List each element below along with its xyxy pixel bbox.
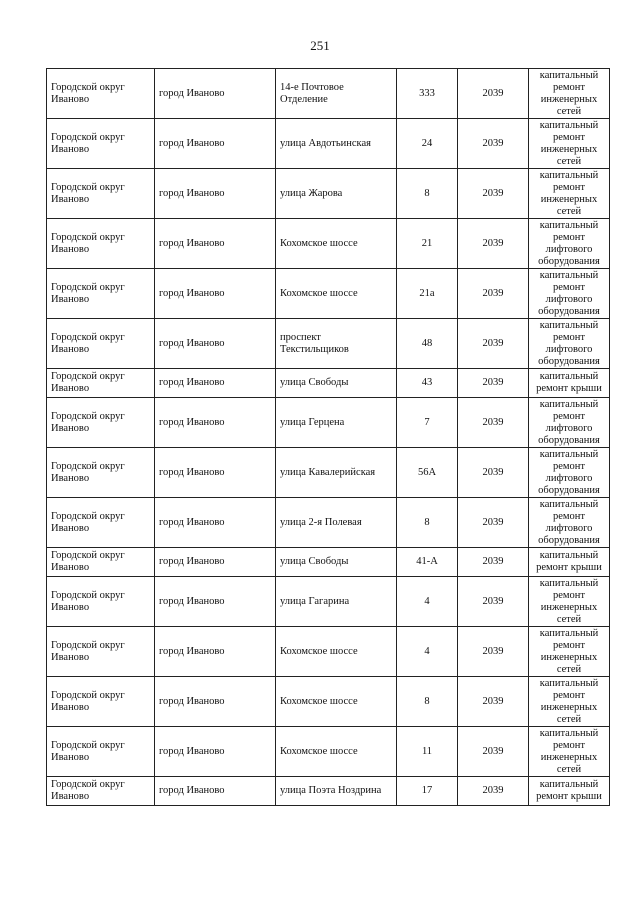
- table-row: [47, 548, 610, 577]
- street-cell: Кохомское шоссе: [276, 727, 397, 777]
- table-row: [47, 319, 610, 369]
- work-type-cell: капитальный ремонт крыши: [529, 369, 610, 398]
- table-row: [47, 498, 610, 548]
- city-cell: город Иваново: [155, 498, 276, 548]
- district-cell: Городской округ Иваново: [47, 498, 155, 548]
- district-cell: Городской округ Иваново: [47, 627, 155, 677]
- year-cell: 2039: [458, 369, 529, 398]
- city-cell: город Иваново: [155, 727, 276, 777]
- district-cell: Городской округ Иваново: [47, 319, 155, 369]
- city-cell: город Иваново: [155, 677, 276, 727]
- district-cell: Городской округ Иваново: [47, 219, 155, 269]
- year-cell: 2039: [458, 269, 529, 319]
- city-cell: город Иваново: [155, 448, 276, 498]
- district-cell: Городской округ Иваново: [47, 269, 155, 319]
- city-cell: город Иваново: [155, 319, 276, 369]
- district-cell: Городской округ Иваново: [47, 398, 155, 448]
- work-type-cell: капитальный ремонт лифтового оборудования: [529, 498, 610, 548]
- year-cell: 2039: [458, 219, 529, 269]
- city-cell: город Иваново: [155, 269, 276, 319]
- street-cell: Кохомское шоссе: [276, 677, 397, 727]
- city-cell: город Иваново: [155, 627, 276, 677]
- work-type-cell: капитальный ремонт инженерных сетей: [529, 119, 610, 169]
- registry-table-body: [47, 69, 610, 806]
- house-cell: 21: [397, 219, 458, 269]
- house-cell: 21а: [397, 269, 458, 319]
- house-cell: 11: [397, 727, 458, 777]
- district-cell: Городской округ Иваново: [47, 169, 155, 219]
- street-cell: улица Авдотьинская: [276, 119, 397, 169]
- work-type-cell: капитальный ремонт лифтового оборудования: [529, 319, 610, 369]
- street-cell: Кохомское шоссе: [276, 269, 397, 319]
- house-cell: 8: [397, 169, 458, 219]
- year-cell: 2039: [458, 448, 529, 498]
- street-cell: улица Герцена: [276, 398, 397, 448]
- street-cell: улица Гагарина: [276, 577, 397, 627]
- house-cell: 8: [397, 677, 458, 727]
- year-cell: 2039: [458, 319, 529, 369]
- street-cell: улица 2-я Полевая: [276, 498, 397, 548]
- district-cell: Городской округ Иваново: [47, 69, 155, 119]
- page-number: 251: [310, 38, 330, 53]
- year-cell: 2039: [458, 119, 529, 169]
- city-cell: город Иваново: [155, 219, 276, 269]
- street-cell: улица Поэта Ноздрина: [276, 777, 397, 806]
- street-cell: улица Свободы: [276, 369, 397, 398]
- table-row: [47, 398, 610, 448]
- table-row: [47, 69, 610, 119]
- city-cell: город Иваново: [155, 69, 276, 119]
- street-cell: улица Кавалерийская: [276, 448, 397, 498]
- year-cell: 2039: [458, 727, 529, 777]
- district-cell: Городской округ Иваново: [47, 448, 155, 498]
- year-cell: 2039: [458, 69, 529, 119]
- city-cell: город Иваново: [155, 577, 276, 627]
- year-cell: 2039: [458, 777, 529, 806]
- city-cell: город Иваново: [155, 398, 276, 448]
- city-cell: город Иваново: [155, 548, 276, 577]
- house-cell: 4: [397, 627, 458, 677]
- table-row: [47, 677, 610, 727]
- year-cell: 2039: [458, 169, 529, 219]
- year-cell: 2039: [458, 577, 529, 627]
- work-type-cell: капитальный ремонт лифтового оборудования: [529, 219, 610, 269]
- city-cell: город Иваново: [155, 777, 276, 806]
- city-cell: город Иваново: [155, 119, 276, 169]
- table-row: [47, 727, 610, 777]
- work-type-cell: капитальный ремонт лифтового оборудования: [529, 269, 610, 319]
- district-cell: Городской округ Иваново: [47, 727, 155, 777]
- table-row: [47, 627, 610, 677]
- work-type-cell: капитальный ремонт инженерных сетей: [529, 627, 610, 677]
- year-cell: 2039: [458, 498, 529, 548]
- house-cell: 56А: [397, 448, 458, 498]
- table-row: [47, 169, 610, 219]
- house-cell: 4: [397, 577, 458, 627]
- district-cell: Городской округ Иваново: [47, 577, 155, 627]
- house-cell: 8: [397, 498, 458, 548]
- street-cell: улица Жарова: [276, 169, 397, 219]
- table-row: [47, 119, 610, 169]
- table-row: [47, 448, 610, 498]
- work-type-cell: капитальный ремонт инженерных сетей: [529, 69, 610, 119]
- district-cell: Городской округ Иваново: [47, 777, 155, 806]
- table-row: [47, 269, 610, 319]
- district-cell: Городской округ Иваново: [47, 119, 155, 169]
- work-type-cell: капитальный ремонт инженерных сетей: [529, 727, 610, 777]
- street-cell: Кохомское шоссе: [276, 219, 397, 269]
- house-cell: 48: [397, 319, 458, 369]
- table-row: [47, 577, 610, 627]
- house-cell: 43: [397, 369, 458, 398]
- street-cell: 14-е Почтовое Отделение: [276, 69, 397, 119]
- work-type-cell: капитальный ремонт крыши: [529, 777, 610, 806]
- house-cell: 333: [397, 69, 458, 119]
- district-cell: Городской округ Иваново: [47, 677, 155, 727]
- district-cell: Городской округ Иваново: [47, 369, 155, 398]
- work-type-cell: капитальный ремонт лифтового оборудования: [529, 398, 610, 448]
- city-cell: город Иваново: [155, 169, 276, 219]
- work-type-cell: капитальный ремонт инженерных сетей: [529, 169, 610, 219]
- house-cell: 24: [397, 119, 458, 169]
- year-cell: 2039: [458, 677, 529, 727]
- work-type-cell: капитальный ремонт инженерных сетей: [529, 677, 610, 727]
- work-type-cell: капитальный ремонт крыши: [529, 548, 610, 577]
- house-cell: 41-А: [397, 548, 458, 577]
- table-row: [47, 369, 610, 398]
- registry-table: [46, 68, 610, 806]
- work-type-cell: капитальный ремонт инженерных сетей: [529, 577, 610, 627]
- year-cell: 2039: [458, 548, 529, 577]
- house-cell: 17: [397, 777, 458, 806]
- work-type-cell: капитальный ремонт лифтового оборудования: [529, 448, 610, 498]
- house-cell: 7: [397, 398, 458, 448]
- district-cell: Городской округ Иваново: [47, 548, 155, 577]
- city-cell: город Иваново: [155, 369, 276, 398]
- year-cell: 2039: [458, 627, 529, 677]
- street-cell: проспект Текстильщиков: [276, 319, 397, 369]
- table-row: [47, 777, 610, 806]
- table-row: [47, 219, 610, 269]
- street-cell: Кохомское шоссе: [276, 627, 397, 677]
- street-cell: улица Свободы: [276, 548, 397, 577]
- year-cell: 2039: [458, 398, 529, 448]
